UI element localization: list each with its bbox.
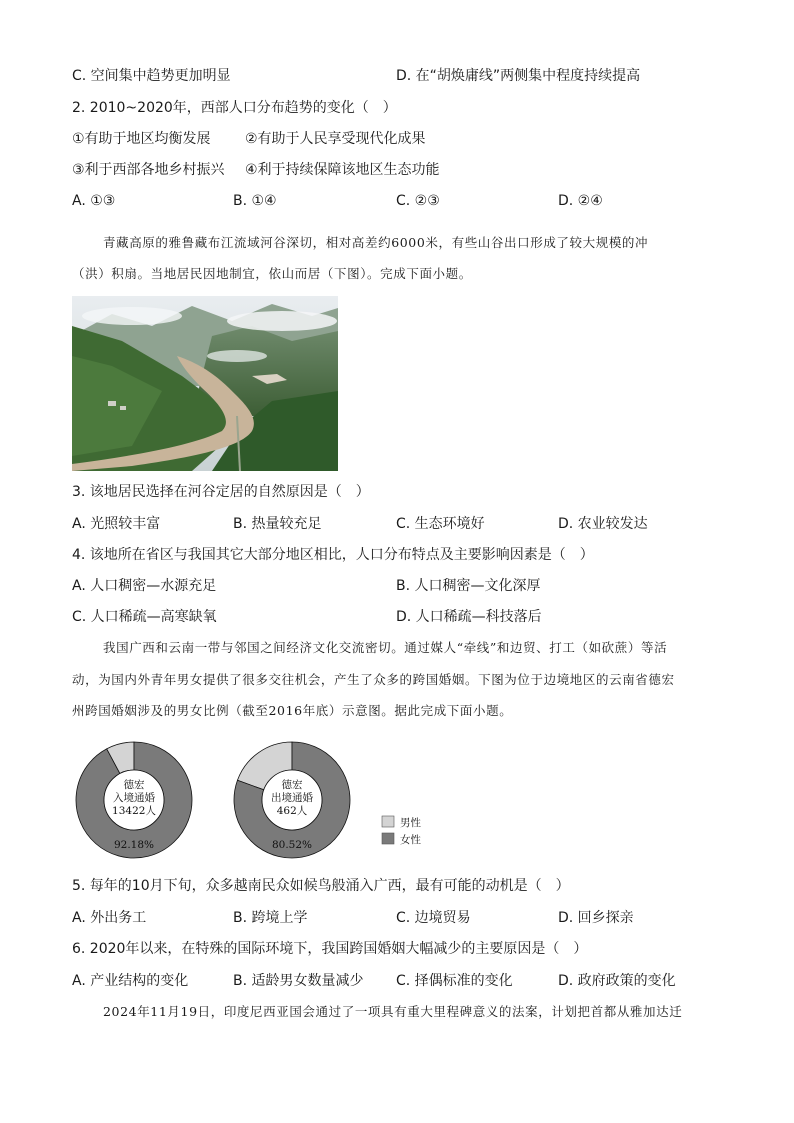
- q5-option-a: A. 外出务工: [72, 910, 147, 926]
- q3-option-c: C. 生态环境好: [396, 516, 485, 532]
- donut-0-center-label-0: 德宏: [123, 779, 145, 791]
- passage3-line-1: 2024年11月19日，印度尼西亚国会通过了一项具有重大里程碑意义的法案，计划把首都从雅加达迁: [103, 1004, 683, 1019]
- q6-stem: 6. 2020年以来，在特殊的国际环境下，我国跨国婚姻大幅减少的主要原因是（ ）: [72, 941, 588, 957]
- q3-stem: 3. 该地居民选择在河谷定居的自然原因是（ ）: [72, 484, 370, 500]
- passage2-line-3: 州跨国婚姻涉及的男女比例（截至2016年底）示意图。据此完成下面小题。: [72, 703, 513, 718]
- q5-option-d: D. 回乡探亲: [558, 910, 634, 926]
- q6-option-c: C. 择偶标准的变化: [396, 973, 513, 989]
- legend-label-0: 男性: [400, 817, 421, 829]
- passage1-line-2: （洪）积扇。当地居民因地制宜，依山而居（下图）。完成下面小题。: [72, 266, 472, 281]
- q2-statement-2: ②有助于人民享受现代化成果: [245, 131, 426, 147]
- q2-option-c: C. ②③: [396, 193, 440, 209]
- passage2-line-1: 我国广西和云南一带与邻国之间经济文化交流密切。通过媒人“牵线”和边贸、打工（如砍蔗）等活: [103, 640, 668, 655]
- legend-swatch-1: [382, 833, 394, 844]
- passage2-line-2: 动，为国内外青年男女提供了很多交往机会，产生了众多的跨国婚姻。下图为位于边境地区的云南省德宏: [72, 672, 675, 687]
- q1-option-c: C. 空间集中趋势更加明显: [72, 68, 231, 84]
- q2-option-d: D. ②④: [558, 193, 603, 209]
- q3-option-b: B. 热量较充足: [233, 516, 322, 532]
- passage1-line-1: 青藏高原的雅鲁藏布江流域河谷深切，相对高差约6000米，有些山谷出口形成了较大规模的冲: [103, 235, 649, 250]
- q4-option-a: A. 人口稠密—水源充足: [72, 578, 217, 594]
- legend-swatch-0: [382, 816, 394, 827]
- q2-stem: 2. 2010~2020年，西部人口分布趋势的变化（ ）: [72, 100, 397, 116]
- legend-label-1: 女性: [400, 834, 421, 846]
- q2-statement-4: ④利于持续保障该地区生态功能: [245, 162, 440, 178]
- q4-option-d: D. 人口稀疏—科技落后: [396, 609, 542, 625]
- q6-option-b: B. 适龄男女数量减少: [233, 973, 364, 989]
- donut-0-female-pct-label: 92.18%: [113, 839, 155, 851]
- q3-option-d: D. 农业较发达: [558, 516, 648, 532]
- q6-option-a: A. 产业结构的变化: [72, 973, 189, 989]
- q5-option-b: B. 跨境上学: [233, 910, 308, 926]
- q5-option-c: C. 边境贸易: [396, 910, 471, 926]
- q2-statement-3: ③利于西部各地乡村振兴: [72, 162, 225, 178]
- q6-option-d: D. 政府政策的变化: [558, 973, 676, 989]
- q2-option-b: B. ①④: [233, 193, 277, 209]
- q4-option-c: C. 人口稀疏—高寒缺氧: [72, 609, 217, 625]
- donut-1-center-label-0: 德宏: [281, 779, 303, 791]
- q5-stem: 5. 每年的10月下旬，众多越南民众如候鸟般涌入广西，最有可能的动机是（ ）: [72, 878, 570, 894]
- donut-0-center-label-2: 13422人: [112, 805, 156, 817]
- donut-0-center-label-1: 入境通婚: [113, 792, 155, 804]
- q2-statement-1: ①有助于地区均衡发展: [72, 131, 211, 147]
- donut-1-female-pct-label: 80.52%: [271, 839, 313, 851]
- q4-stem: 4. 该地所在省区与我国其它大部分地区相比，人口分布特点及主要影响因素是（ ）: [72, 547, 594, 563]
- marriage-gender-chart: [70, 738, 470, 867]
- q2-option-a: A. ①③: [72, 193, 116, 209]
- donut-1-center-label-1: 出境通婚: [271, 792, 313, 804]
- q3-option-a: A. 光照较丰富: [72, 516, 161, 532]
- river-valley-photo: [72, 296, 338, 471]
- q4-option-b: B. 人口稠密—文化深厚: [396, 578, 541, 594]
- donut-1-center-label-2: 462人: [276, 805, 308, 817]
- q1-option-d: D. 在“胡焕庸线”两侧集中程度持续提高: [396, 68, 641, 84]
